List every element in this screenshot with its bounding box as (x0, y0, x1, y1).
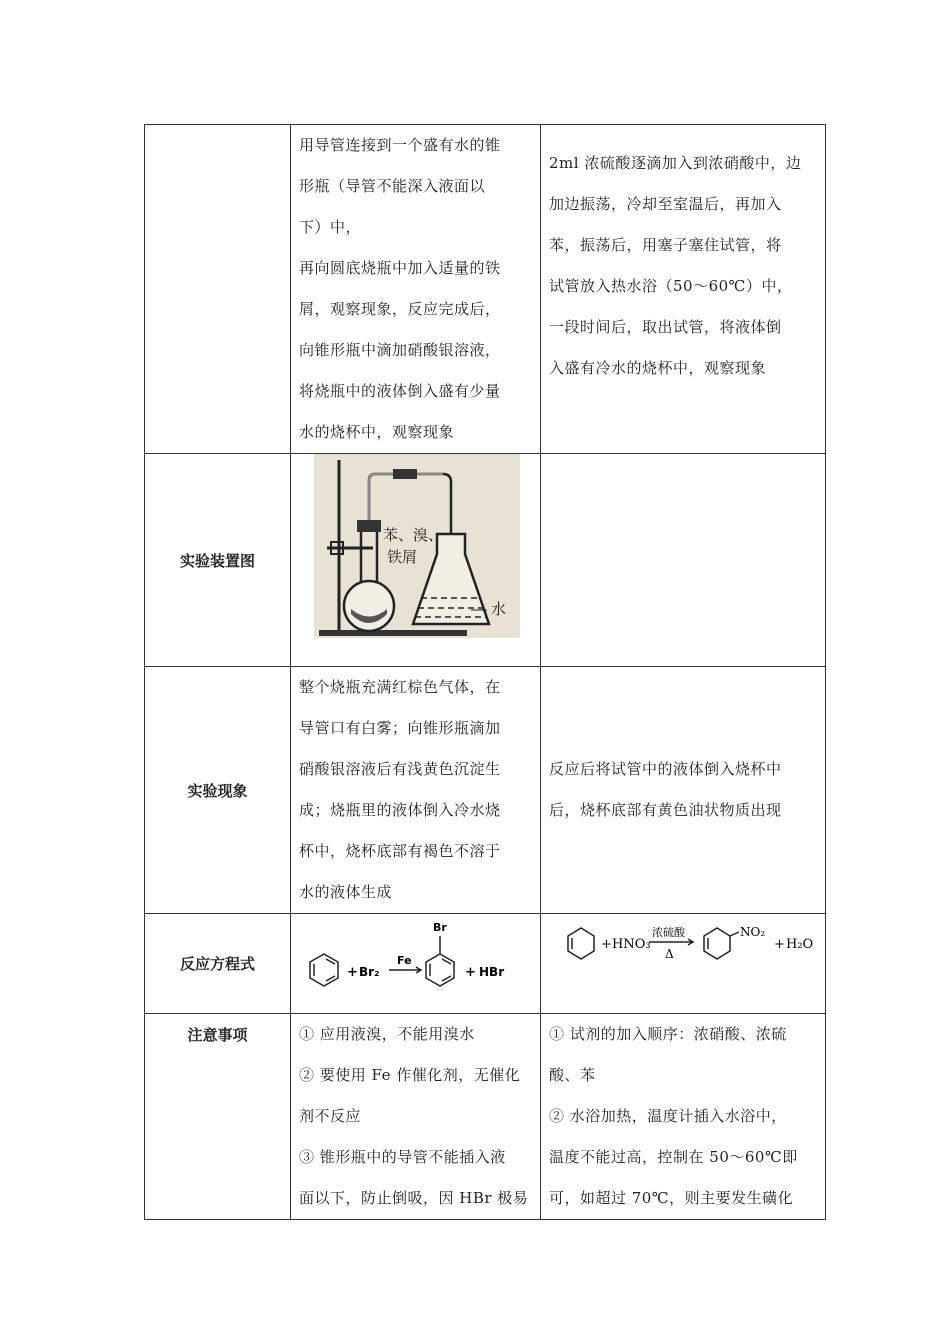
product-hbr: HBr (479, 965, 505, 979)
text-line: ① 应用液溴，不能用溴水 (299, 1025, 475, 1043)
notes-bromination (291, 1014, 541, 1220)
equation-nitration (541, 914, 826, 1014)
text-line: 后，烧杯底部有黄色油状物质出现 (549, 801, 782, 819)
text-line: 屑，观察现象，反应完成后， (299, 300, 501, 318)
text-line: 苯，振荡后，用塞子塞住试管，将 (549, 236, 782, 254)
comparison-table (144, 124, 826, 1220)
label-reagents-2: 铁屑 (387, 548, 418, 566)
text-line: 下）中， (299, 218, 362, 236)
row-header-equations: 反应方程式 (145, 914, 291, 1014)
table-row-notes (145, 1014, 826, 1220)
table-row-equations (145, 914, 826, 1014)
text-line: 剂不反应 (299, 1107, 362, 1125)
substituent-br: Br (433, 921, 447, 934)
text-line: 成；烧瓶里的液体倒入冷水烧 (299, 801, 501, 819)
text-line: ③ 锥形瓶中的导管不能插入液 (299, 1148, 506, 1166)
text-line: ① 试剂的加入顺序：浓硝酸、浓硫 (549, 1025, 787, 1043)
catalyst-fe: Fe (397, 954, 412, 967)
text-line: 酸、苯 (549, 1066, 596, 1084)
text-line: ② 要使用 Fe 作催化剂，无催化 (299, 1066, 521, 1084)
apparatus-diagram (291, 454, 541, 666)
text-line: 试管放入热水浴（50～60℃）中， (549, 277, 793, 295)
plus-sign: + (465, 965, 476, 980)
apparatus-cell (291, 454, 541, 667)
text-line: 硝酸银溶液后有浅黄色沉淀生 (299, 760, 501, 778)
text-line: 向锥形瓶中滴加硝酸银溶液， (299, 341, 501, 359)
row-header-procedure (145, 125, 291, 454)
table-row-phenomena (145, 667, 826, 914)
apparatus-cell-empty (541, 454, 826, 667)
table-row-procedure (145, 125, 826, 454)
text-line: 水的液体生成 (299, 883, 393, 901)
procedure-bromination (291, 125, 541, 454)
procedure-nitration (541, 125, 826, 454)
catalyst-h2so4: 浓硫酸 (652, 926, 685, 939)
nitration-equation (541, 914, 826, 1013)
text-line: 2ml 浓硫酸逐滴加入到浓硝酸中，边 (549, 154, 802, 172)
label-water: 水 (491, 600, 507, 618)
reagent-br2: Br₂ (359, 965, 380, 979)
row-header-notes: 注意事项 (145, 1014, 291, 1220)
bromination-equation (291, 914, 541, 1013)
text-line: 反应后将试管中的液体倒入烧杯中 (549, 760, 782, 778)
text-line: 再向圆底烧瓶中加入适量的铁 (299, 259, 501, 277)
product-h2o: H₂O (786, 937, 814, 952)
text-line: 可，如超过 70℃，则主要发生磺化 (549, 1189, 794, 1207)
condition-heat: Δ (665, 947, 674, 961)
text-line: 杯中，烧杯底部有褐色不溶于 (299, 842, 501, 860)
plus-sign: + (774, 937, 785, 952)
text-line: 一段时间后，取出试管，将液体倒 (549, 318, 782, 336)
text-line: 导管口有白雾；向锥形瓶滴加 (299, 719, 501, 737)
substituent-no2: NO₂ (740, 925, 766, 939)
label-reagents-1: 苯、溴、 (383, 526, 444, 544)
text-line: ② 水浴加热，温度计插入水浴中， (549, 1107, 787, 1125)
text-line: 形瓶（导管不能深入液面以 (299, 177, 486, 195)
reagent-hno3: HNO₃ (612, 937, 651, 952)
text-line: 用导管连接到一个盛有水的锥 (299, 136, 501, 154)
notes-nitration (541, 1014, 826, 1220)
phenomena-bromination (291, 667, 541, 914)
equation-bromination (291, 914, 541, 1014)
table-row-apparatus (145, 454, 826, 667)
row-header-apparatus: 实验装置图 (145, 454, 291, 667)
phenomena-nitration (541, 667, 826, 914)
plus-sign: + (347, 965, 358, 980)
text-line: 入盛有冷水的烧杯中，观察现象 (549, 359, 767, 377)
text-line: 整个烧瓶充满红棕色气体，在 (299, 678, 501, 696)
row-header-phenomena: 实验现象 (145, 667, 291, 914)
plus-sign: + (601, 937, 612, 952)
text-line: 加边振荡，冷却至室温后，再加入 (549, 195, 782, 213)
text-line: 面以下，防止倒吸，因 HBr 极易 (299, 1189, 529, 1207)
text-line: 将烧瓶中的液体倒入盛有少量 (299, 382, 501, 400)
text-line: 水的烧杯中，观察现象 (299, 423, 455, 441)
text-line: 温度不能过高，控制在 50～60℃即 (549, 1148, 798, 1166)
